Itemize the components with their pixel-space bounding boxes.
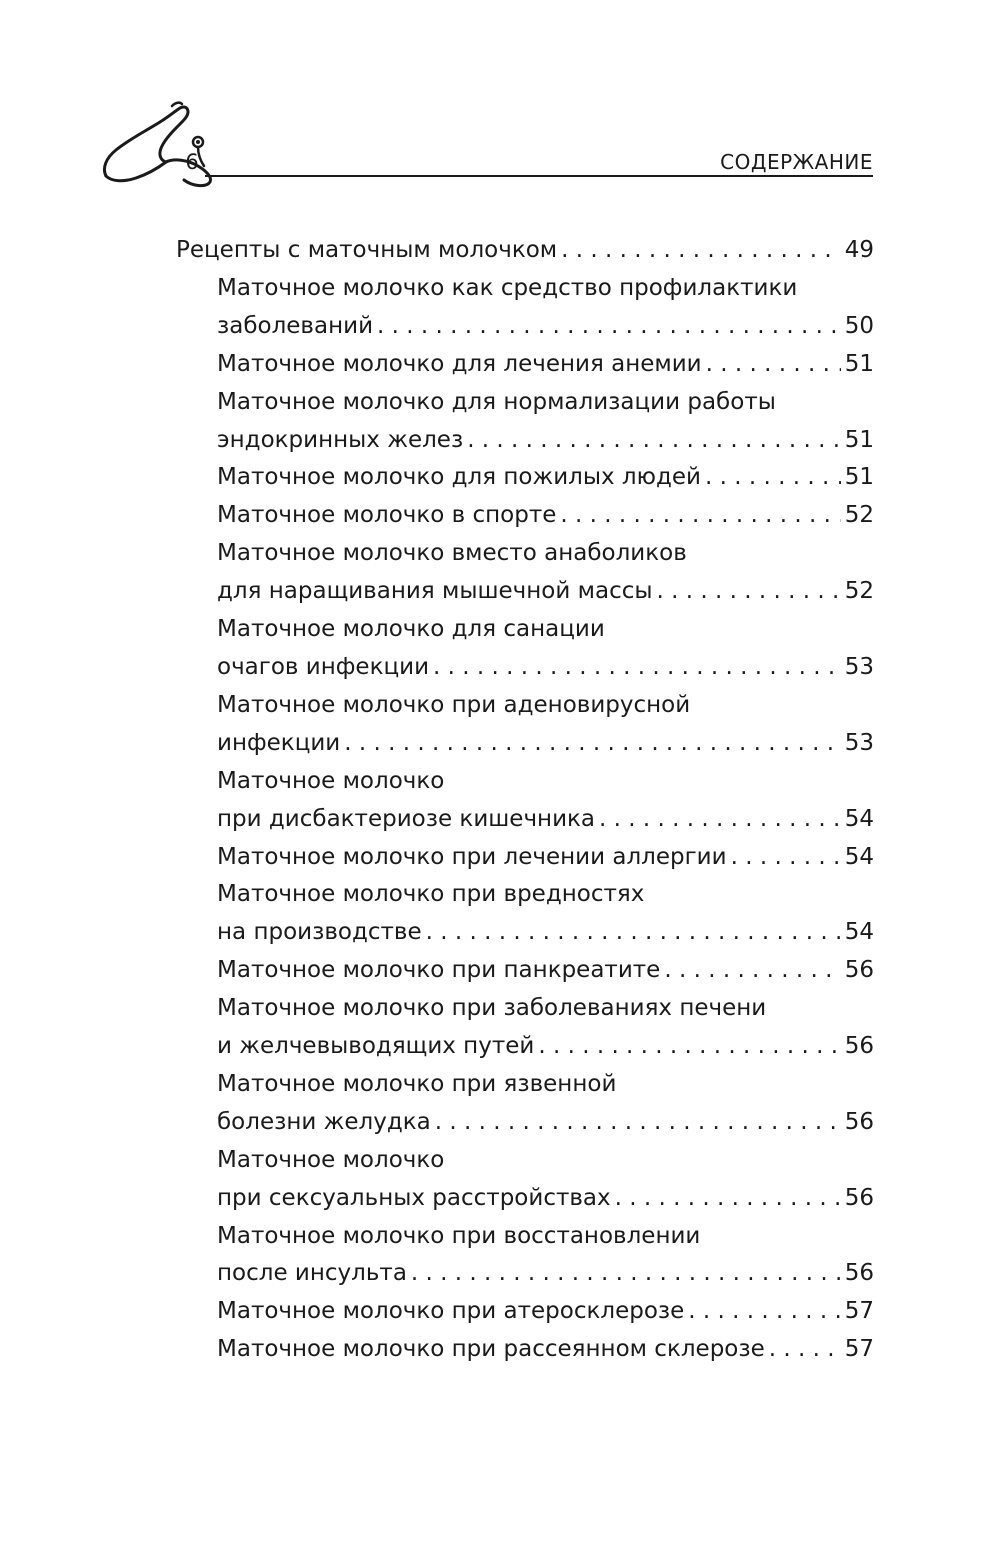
toc-page-number: 49	[844, 237, 874, 263]
dot-leader	[688, 1293, 840, 1331]
toc-entry[interactable]	[176, 990, 874, 1066]
toc-page-number: 54	[844, 843, 874, 870]
dot-leader	[769, 1331, 841, 1369]
toc-page-number: 52	[844, 502, 874, 529]
toc-entry-title: Маточное молочко при аденовирусной	[217, 691, 691, 718]
toc-entry[interactable]	[176, 952, 874, 990]
toc-entry-last-line	[217, 1180, 874, 1218]
toc-entry-line	[217, 535, 874, 573]
toc-entry-last-line	[217, 459, 874, 497]
toc-entry-title: Маточное молочко как средство профилактики	[217, 274, 798, 301]
dot-leader	[561, 232, 841, 270]
toc-entry-title: Маточное молочко	[217, 1146, 445, 1173]
header-rule	[205, 175, 873, 177]
toc-entry-title: Маточное молочко вместо анаболиков	[217, 540, 687, 567]
toc-entry-title: и желчевыводящих путей	[217, 1033, 535, 1060]
toc-page-number: 51	[844, 426, 874, 453]
toc-entry[interactable]	[176, 611, 874, 687]
toc-entry-line	[217, 687, 874, 725]
toc-entry-title: Маточное молочко при атеросклерозе	[217, 1298, 685, 1325]
toc-entry[interactable]	[176, 497, 874, 535]
dot-leader	[731, 839, 841, 877]
dot-leader	[467, 422, 841, 460]
toc-entry[interactable]	[176, 232, 874, 270]
dot-leader	[538, 1028, 840, 1066]
toc-entry-last-line	[217, 1293, 874, 1331]
toc-entry-last-line	[217, 952, 874, 990]
toc-entry-title: заболеваний	[217, 312, 374, 339]
toc-entry-title: болезни желудка	[217, 1108, 431, 1135]
toc-page-number: 57	[844, 1336, 874, 1363]
toc-entry-title: Маточное молочко в спорте	[217, 502, 557, 529]
stethoscope-icon	[100, 98, 220, 188]
toc-entry-title: Маточное молочко для лечения анемии	[217, 350, 702, 377]
toc-entry-last-line	[217, 422, 874, 460]
toc-entry-title: Маточное молочко при рассеянном склерозе	[217, 1336, 765, 1363]
toc-entry-line	[217, 611, 874, 649]
toc-entry-line	[217, 1218, 874, 1256]
toc-entry-title: Маточное молочко для нормализации работы	[217, 388, 776, 415]
toc-entry-title: Маточное молочко при панкреатите	[217, 957, 661, 984]
toc-entry[interactable]	[176, 1142, 874, 1218]
dot-leader	[706, 346, 841, 384]
toc-entry-title: при сексуальных расстройствах	[217, 1184, 611, 1211]
toc-page-number: 54	[844, 805, 874, 832]
toc-entry-title: при дисбактериозе кишечника	[217, 805, 596, 832]
toc-entry-title: на производстве	[217, 919, 422, 946]
toc-entry[interactable]	[176, 1218, 874, 1294]
dot-leader	[411, 1255, 841, 1293]
toc-entry[interactable]	[176, 1293, 874, 1331]
dot-leader	[705, 459, 841, 497]
toc-entry-title: Маточное молочко при лечении аллергии	[217, 843, 727, 870]
toc-entry-title: эндокринных желез	[217, 426, 464, 453]
dot-leader	[344, 725, 840, 763]
toc-entry[interactable]	[176, 384, 874, 460]
toc-entry-title: после инсульта	[217, 1260, 407, 1287]
toc-entry-title: Маточное молочко при вредностях	[217, 881, 645, 908]
dot-leader	[426, 914, 841, 952]
toc-entry-last-line	[217, 308, 874, 346]
dot-leader	[433, 649, 841, 687]
dot-leader	[599, 801, 841, 839]
toc-entry-line	[217, 1066, 874, 1104]
toc-entry-last-line	[217, 573, 874, 611]
toc-entry-last-line	[217, 725, 874, 763]
toc-entry-title: для наращивания мышечной массы	[217, 578, 653, 605]
dot-leader	[657, 573, 841, 611]
toc-entry-title: Маточное молочко при язвенной	[217, 1070, 617, 1097]
toc-entry-last-line	[217, 1255, 874, 1293]
toc-entry-line	[217, 990, 874, 1028]
dot-leader	[435, 1104, 841, 1142]
page-header	[0, 0, 1000, 200]
toc-entry-last-line	[176, 232, 874, 270]
toc-entry-title: очагов инфекции	[217, 653, 430, 680]
toc-page-number: 56	[844, 1184, 874, 1211]
toc-page-number: 52	[844, 578, 874, 605]
toc-entry-title: Маточное молочко	[217, 767, 445, 794]
dot-leader	[377, 308, 841, 346]
toc-page-number: 54	[844, 919, 874, 946]
toc-page-number: 57	[844, 1298, 874, 1325]
toc-entry-title: Маточное молочко для санации	[217, 616, 605, 643]
toc-entry-title: Маточное молочко для пожилых людей	[217, 464, 701, 491]
toc-page-number: 51	[844, 464, 874, 491]
toc-entry-line	[217, 384, 874, 422]
toc-page-number: 56	[844, 1033, 874, 1060]
toc-entry-last-line	[217, 1028, 874, 1066]
toc-entry-last-line	[217, 914, 874, 952]
toc-entry[interactable]	[176, 763, 874, 839]
dot-leader	[664, 952, 840, 990]
toc-page-number: 56	[844, 1108, 874, 1135]
toc-entry-last-line	[217, 1104, 874, 1142]
table-of-contents	[176, 232, 874, 1369]
toc-entry[interactable]	[176, 687, 874, 763]
toc-entry-title: Рецепты с маточным молочком	[176, 237, 558, 263]
toc-page-number: 50	[844, 312, 874, 339]
toc-entry[interactable]	[176, 876, 874, 952]
dot-leader	[615, 1180, 841, 1218]
toc-entry-line	[217, 763, 874, 801]
toc-entry[interactable]	[176, 1066, 874, 1142]
toc-entry[interactable]	[176, 270, 874, 346]
toc-entry-last-line	[217, 649, 874, 687]
toc-entry-line	[217, 1142, 874, 1180]
toc-entry-title: Маточное молочко при восстановлении	[217, 1222, 701, 1249]
toc-entry-line	[217, 270, 874, 308]
toc-entry-last-line	[217, 497, 874, 535]
page-number: 6	[185, 150, 199, 174]
toc-page-number: 51	[844, 350, 874, 377]
toc-page-number: 53	[844, 653, 874, 680]
toc-entry[interactable]	[176, 346, 874, 384]
toc-entry[interactable]	[176, 1331, 874, 1369]
toc-entry-last-line	[217, 1331, 874, 1369]
toc-entry-title: инфекции	[217, 729, 341, 756]
toc-entry-title: Маточное молочко при заболеваниях печени	[217, 995, 767, 1022]
toc-entry[interactable]	[176, 459, 874, 497]
toc-entry-last-line	[217, 801, 874, 839]
dot-leader	[560, 497, 840, 535]
toc-page-number: 56	[844, 1260, 874, 1287]
running-head: СОДЕРЖАНИЕ	[720, 150, 873, 174]
toc-entry[interactable]	[176, 839, 874, 877]
toc-page-number: 53	[844, 729, 874, 756]
toc-entry-line	[217, 876, 874, 914]
toc-entry[interactable]	[176, 535, 874, 611]
toc-entry-last-line	[217, 346, 874, 384]
toc-page-number: 56	[844, 957, 874, 984]
toc-entry-last-line	[217, 839, 874, 877]
